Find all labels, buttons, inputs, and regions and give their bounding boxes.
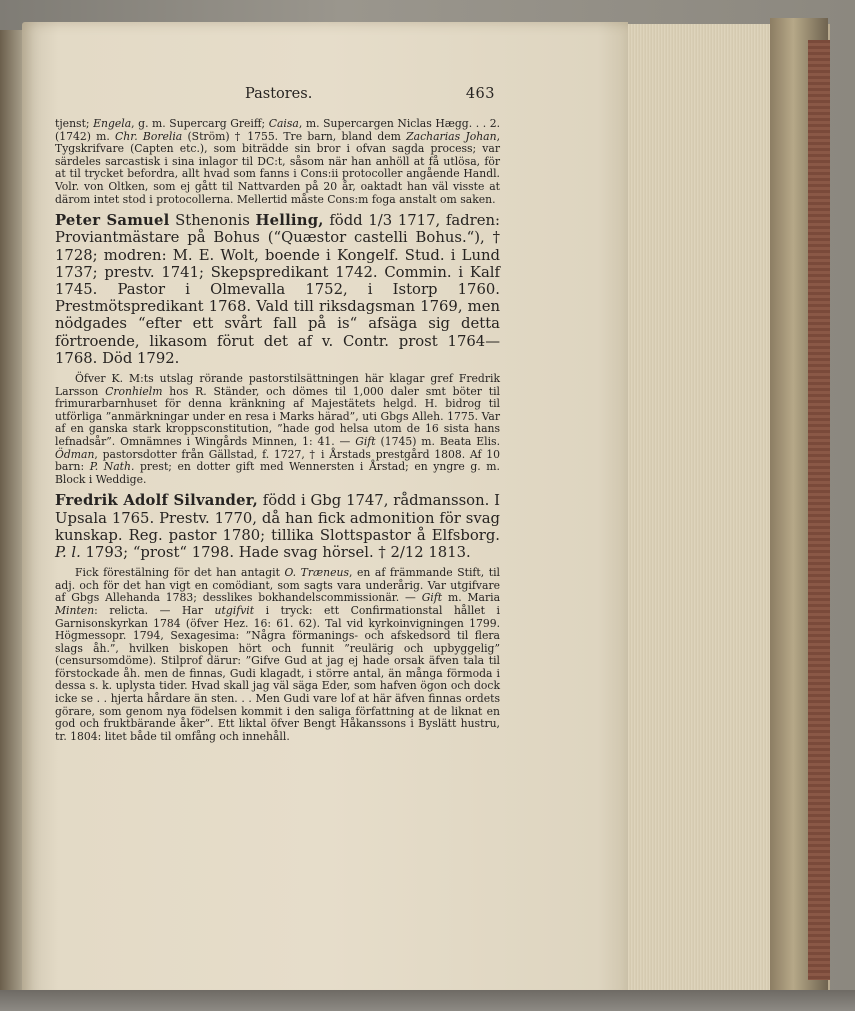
text-segment: (1745) m. Beata Elis.: [375, 434, 500, 448]
italic-text: Cronhielm: [105, 384, 163, 398]
text-segment: i tryck: ett Confirmationstal hållet i Garnisonskyrkan 1784 (öfver Hez. 16: 61. 62). Tal vid kyrkoinvigningen 1799. Högmessopr. 1794, Sexagesima: ”Några förmanings- och afskedsord til flera slags åh.”, hvilken biskopen hört och funnit ”reulärig och upbyggelig” (censursomdöme). Stilprof därur: ”Gifve Gud at jag ej hade orsak äfven tala til förstockade åh. men de finnas, Gudi klagadt, i större antal, än många förmoda i dessa s. k. uplysta tider. Hvad skall jag väl säga Eder, som hafven ögon och dock icke se . . hjerta hårdare än sten. . . Men Gudi vare lof at här äfven finnas ordets görare, som genom nya födelsen kommit i den saliga författning at de liknat en god och fruktbärande åker”. Ett liktal öfver Bengt Håkanssons i Byslätt hustru, tr. 1804: litet både til omfång och innehåll.: [55, 603, 501, 743]
text-segment: tjenst;: [55, 117, 94, 130]
italic-text: Gift: [355, 434, 376, 448]
scan-bottom-shadow: [0, 990, 855, 1011]
italic-text: Minten: [55, 603, 95, 617]
italic-text: Engela: [93, 117, 132, 130]
text-segment: , m. Supercargen Niclas Hægg. . . 2. (1742) m.: [55, 117, 501, 143]
text-segment: (Ström) † 1755. Tre barn, bland dem: [182, 129, 407, 143]
text-segment: : relicta. — Har: [94, 603, 215, 617]
text-segment: Öfver K. M:ts utslag rörande pastorstilsättningen här klagar gref Fredrik Larsson: [55, 371, 500, 398]
text-segment: född i Gbg 1747, rådmansson. I Upsala 1765. Prestv. 1770, då han fick admonition för svag kunskap. Reg. pastor 1780; tillika Slottspastor å Elfsborg.: [55, 492, 500, 544]
text-segment: , Tygskrifvare (Capten etc.), som biträdde sin bror i ofvan sagda process; var särdeles sarcastisk i sina inlagor til DC:t, såsom när han anhöll at få utlösa, för at til trycket befordra, allt hvad som fanns i Cons:ii protocoller angående Handl. Volr. von Oltken, som ej gått til Nattvarden på 20 år, oaktadt han väl visste at därom intet stod i protocollerna. Mellertid måste Cons:m foga anstalt om saken.: [55, 129, 500, 206]
italic-text: Caisa: [268, 117, 299, 130]
text-segment: m. Maria: [442, 591, 501, 605]
italic-text: Gift: [421, 591, 443, 605]
page-header: [55, 86, 500, 108]
entry-continuation-note: [55, 118, 500, 206]
cover-cloth-edge: [808, 40, 830, 980]
text-segment: Sthenonis: [169, 212, 256, 230]
entry-silvander: [55, 492, 500, 561]
text-segment: prest; en dotter gift med Wennersten i Årstad; en yngre g. m. Block i Weddige.: [55, 460, 500, 486]
name-heading: Helling,: [255, 212, 324, 230]
text-segment: , g. m. Supercarg Greiff;: [131, 117, 269, 130]
text-segment: , pastorsdotter från Gällstad, f. 1727, † i Årstads prestgård 1808. Af 10 barn:: [55, 447, 500, 474]
entry-helling: [55, 212, 500, 367]
italic-text: utgifvit: [214, 603, 255, 617]
name-heading: Fredrik Adolf Silvander,: [55, 492, 258, 510]
italic-text: O. Træneus: [284, 566, 350, 580]
name-heading: Peter Samuel: [55, 212, 170, 230]
text-segment: född 1/3 1717, fadren: Proviantmästare på Bohus (“Quæstor castelli Bohus.“), † 1728; modren: M. E. Wolt, boende i Kongelf. Stud. i Lund 1737; prestv. 1741; Skepspredikant 1742. Commin. i Kalf 1745. Pastor i Olmevalla 1752, i Istorp 1760. Prestmötspredikant 1768. Vald till riksdagsman 1769, men nödgades “efter ett svårt fall på is“ afsäga sig detta förtroende, likasom förut det af v. Contr. prost 1764—1768. Död 1792.: [55, 212, 500, 367]
italic-text: Zacharias Johan: [406, 129, 497, 143]
text-segment: Fick förestälning för det han antagit: [75, 566, 285, 580]
italic-text: P. l.: [55, 543, 81, 561]
text-segment: 1793; “prost“ 1798. Hade svag hörsel. † 2/12 1813.: [80, 543, 471, 561]
running-title: Pastores.: [245, 86, 313, 102]
italic-text: Ödman: [55, 447, 95, 461]
text-segment: , en af främmande Stift, til adj. och för det han vigt en comödiant, som sagts vara underårig. Var utgifvare af Gbgs Allehanda 1783; desslikes bokhandelscommissionär. —: [55, 566, 500, 605]
note-silvander: [55, 567, 500, 743]
page-number: 463: [465, 86, 495, 102]
text-column: [55, 86, 500, 749]
italic-text: Chr. Borelia: [115, 129, 183, 143]
italic-text: P. Nath.: [89, 460, 135, 474]
note-helling: [55, 373, 500, 486]
text-segment: hos R. Ständer, och dömes til 1,000 daler smt böter til frimurarbarnhuset för denna kränkning af Majestätets helgd. H. bidrog til utförliga ”anmärkningar under en resa i Marks härad”, uti Gbgs Alleh. 1775. Var af en ganska stark kroppsconstitution, ”hade god helsa utom de 16 sista hans lefnadsår”. Omnämnes i Wingårds Minnen, 1: 41. —: [55, 384, 500, 448]
